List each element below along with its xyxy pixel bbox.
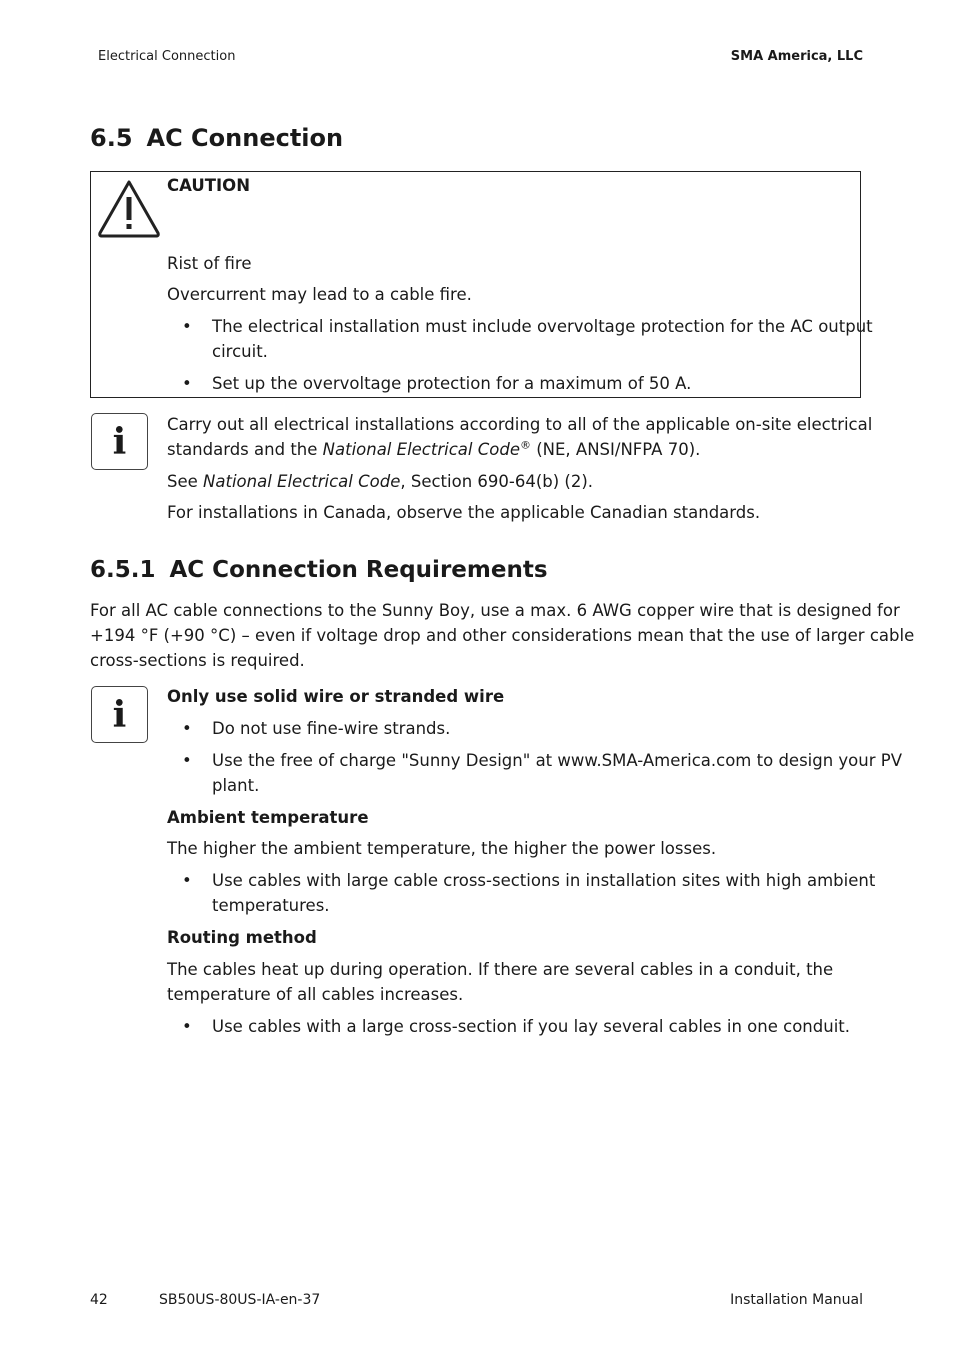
subsection-number: 6.5.1 <box>90 557 156 583</box>
bullet-icon: • <box>182 317 192 336</box>
section-number: 6.5 <box>90 124 133 152</box>
doc-id: SB50US-80US-IA-en-37 <box>159 1292 321 1308</box>
info1-line1: Carry out all electrical installations according to all of the applicable on-site electrical <box>167 415 873 434</box>
bullet-icon: • <box>182 751 192 770</box>
info1-canada: For installations in Canada, observe the applicable Canadian standards. <box>167 503 761 522</box>
routing-text: The cables heat up during operation. If there are several cables in a conduit, the temperature of all cables increases. <box>167 960 834 1004</box>
ambient-heading: Ambient temperature <box>167 808 369 827</box>
header-company: SMA America, LLC <box>730 49 863 64</box>
section-heading <box>90 124 343 152</box>
info1-line2: standards and the National Electrical Code® (NE, ANSI/NFPA 70). <box>167 438 701 459</box>
bullet-icon: • <box>182 374 192 393</box>
bullet-icon: • <box>182 871 192 890</box>
info2-heading: Only use solid wire or stranded wire <box>167 687 505 706</box>
header-section-title: Electrical Connection <box>98 49 236 64</box>
caution-title: Rist of fire <box>167 254 252 273</box>
routing-heading: Routing method <box>167 928 317 947</box>
caution-bullet-2: Set up the overvoltage protection for a maximum of 50 A. <box>212 374 692 393</box>
caution-label: CAUTION <box>167 176 250 195</box>
info2-bullet-1: Do not use fine-wire strands. <box>212 719 451 738</box>
info-icon: i <box>91 413 148 470</box>
doc-type: Installation Manual <box>730 1292 863 1308</box>
info2-bullet-2: Use the free of charge "Sunny Design" at www.SMA-America.com to design your PV plant. <box>212 751 903 795</box>
caution-bullet-1: The electrical installation must include overvoltage protection for the AC output circuit. <box>212 317 873 361</box>
subsection-intro: For all AC cable connections to the Sunny Boy, use a max. 6 AWG copper wire that is designed for +194 °F (+90 °C) – even if voltage drop and other considerations mean that the use of larger cable cross-sections is required. <box>90 601 915 670</box>
subsection-title: AC Connection Requirements <box>169 557 548 583</box>
section-title: AC Connection <box>146 124 344 152</box>
ambient-text: The higher the ambient temperature, the higher the power losses. <box>167 839 717 858</box>
info1-see: See National Electrical Code, Section 690-64(b) (2). <box>167 472 594 491</box>
bullet-icon: • <box>182 719 192 738</box>
page-number: 42 <box>90 1292 108 1308</box>
info-icon: i <box>91 686 148 743</box>
routing-bullet: Use cables with a large cross-section if you lay several cables in one conduit. <box>212 1017 850 1036</box>
caution-text: Overcurrent may lead to a cable fire. <box>167 285 472 304</box>
ambient-bullet: Use cables with large cable cross-sections in installation sites with high ambient temperatures. <box>212 871 876 915</box>
bullet-icon: • <box>182 1017 192 1036</box>
warning-icon <box>96 178 162 238</box>
subsection-heading <box>90 557 548 583</box>
